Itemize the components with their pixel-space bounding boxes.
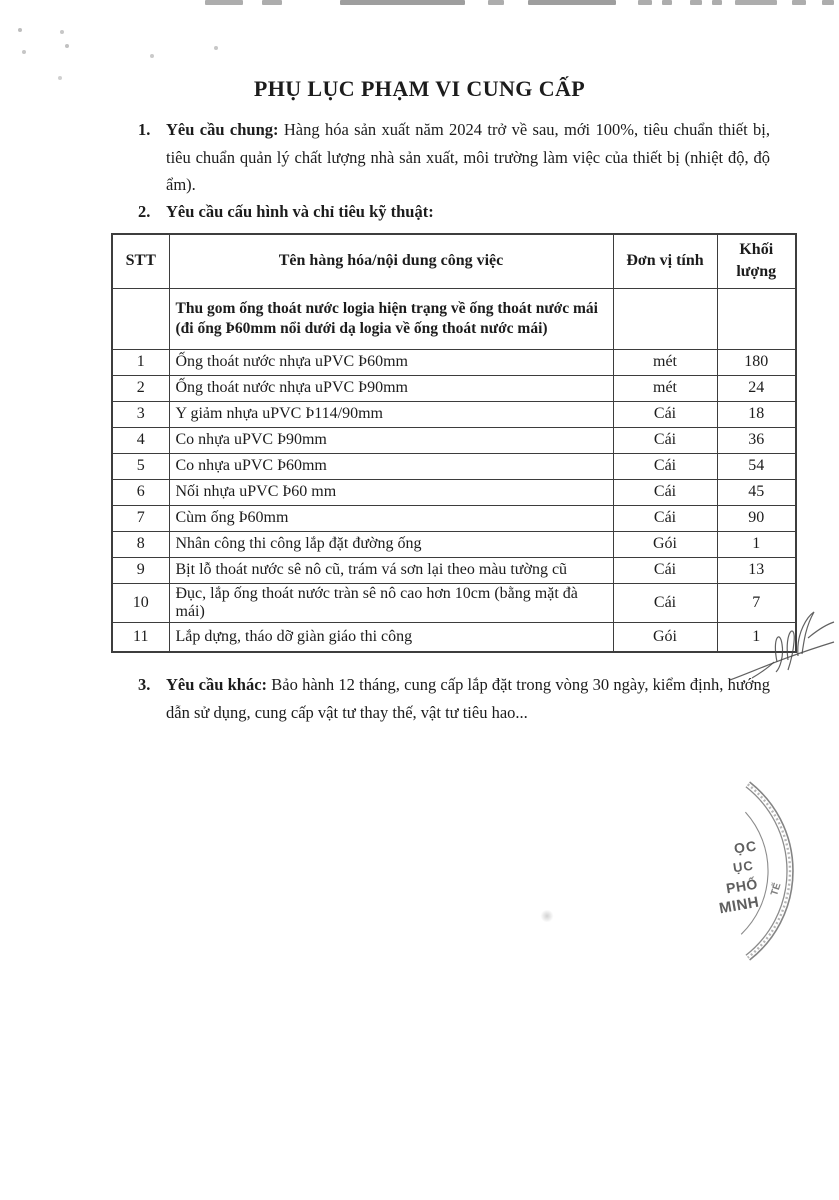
cell-stt: 9 xyxy=(112,557,169,583)
stamp-text-fragment: MINH xyxy=(717,893,761,918)
scan-dash xyxy=(690,0,702,5)
table-group-row xyxy=(112,288,796,349)
cell-unit: mét xyxy=(613,375,717,401)
table-row xyxy=(112,622,796,652)
cell-qty: 24 xyxy=(717,375,796,401)
section-lead: Yêu cầu khác: xyxy=(166,675,268,694)
cell-name: Nối nhựa uPVC Þ60 mm xyxy=(169,479,613,505)
cell-stt: 3 xyxy=(112,401,169,427)
table-row xyxy=(112,479,796,505)
cell-qty xyxy=(717,288,796,349)
section-text: Bảo hành 12 tháng, cung cấp lắp đặt trong vòng 30 ngày, kiểm định, hướng dẫn sử dụng, cung cấp vật tư thay thế, vật tư tiêu hao... xyxy=(166,675,770,722)
cell-name: Bịt lỗ thoát nước sê nô cũ, trám vá sơn lại theo màu tường cũ xyxy=(169,557,613,583)
cell-stt: 7 xyxy=(112,505,169,531)
cell-name: Cùm ống Þ60mm xyxy=(169,505,613,531)
scan-dash xyxy=(792,0,806,5)
cell-unit xyxy=(613,288,717,349)
cell-stt: 10 xyxy=(112,583,169,622)
cell-qty: 36 xyxy=(717,427,796,453)
scan-dash xyxy=(205,0,243,5)
scan-dash xyxy=(822,0,834,5)
cell-qty: 90 xyxy=(717,505,796,531)
section-body xyxy=(166,671,770,726)
scan-dash xyxy=(488,0,504,5)
cell-name: Lắp dựng, tháo dỡ giàn giáo thi công xyxy=(169,622,613,652)
cell-unit: Cái xyxy=(613,505,717,531)
cell-unit: Gói xyxy=(613,622,717,652)
table-row xyxy=(112,505,796,531)
section-other-requirements xyxy=(138,671,770,726)
stamp-rim-text: TẾ xyxy=(769,881,784,898)
stamp-text-fragment: ỤC xyxy=(732,857,755,876)
cell-unit: Cái xyxy=(613,557,717,583)
table-header-row xyxy=(112,234,796,288)
table-row xyxy=(112,401,796,427)
scan-speckles xyxy=(18,28,22,32)
stamp-text-fragment: ỌC xyxy=(732,837,759,857)
cell-qty: 13 xyxy=(717,557,796,583)
section-number: 3. xyxy=(138,675,151,694)
section-body xyxy=(166,116,770,199)
cell-qty: 54 xyxy=(717,453,796,479)
header-stt: STT xyxy=(112,234,169,288)
scan-dash xyxy=(735,0,777,5)
cell-name: Co nhựa uPVC Þ60mm xyxy=(169,453,613,479)
table-row xyxy=(112,453,796,479)
cell-stt xyxy=(112,288,169,349)
cell-unit: Cái xyxy=(613,479,717,505)
header-unit: Đơn vị tính xyxy=(613,234,717,288)
table-row xyxy=(112,531,796,557)
section-number: 1. xyxy=(138,120,151,139)
cell-stt: 8 xyxy=(112,531,169,557)
handwritten-initials-mark xyxy=(722,592,839,692)
page-title: PHỤ LỤC PHẠM VI CUNG CẤP xyxy=(253,76,586,101)
scope-of-supply-table xyxy=(111,233,797,653)
scan-smudge xyxy=(540,910,554,922)
scan-dash xyxy=(662,0,672,5)
section-body xyxy=(166,198,770,226)
scan-artifact-top-band xyxy=(0,0,839,6)
section-number: 2. xyxy=(138,202,151,221)
section-text: Hàng hóa sản xuất năm 2024 trở về sau, mới 100%, tiêu chuẩn thiết bị, tiêu chuẩn quản lý chất lượng nhà sản xuất, môi trường làm việc của thiết bị (nhiệt độ, độ ẩm). xyxy=(166,120,771,194)
scan-dash xyxy=(262,0,282,5)
cell-name: Ống thoát nước nhựa uPVC Þ90mm xyxy=(169,375,613,401)
section-lead: Yêu cầu chung: xyxy=(166,120,279,139)
cell-name: Đục, lắp ống thoát nước tràn sê nô cao hơn 10cm (bằng mặt đà mái) xyxy=(169,583,613,622)
cell-stt: 4 xyxy=(112,427,169,453)
cell-qty: 180 xyxy=(717,349,796,375)
cell-stt: 5 xyxy=(112,453,169,479)
table-row xyxy=(112,583,796,622)
table-row xyxy=(112,349,796,375)
cell-unit: Cái xyxy=(613,427,717,453)
table-row xyxy=(112,427,796,453)
cell-qty: 1 xyxy=(717,531,796,557)
scan-dash xyxy=(712,0,722,5)
cell-name: Y giảm nhựa uPVC Þ114/90mm xyxy=(169,401,613,427)
cell-unit: mét xyxy=(613,349,717,375)
cell-stt: 1 xyxy=(112,349,169,375)
stamp-text-fragment: PHỐ xyxy=(724,875,759,897)
cell-unit: Cái xyxy=(613,453,717,479)
cell-stt: 2 xyxy=(112,375,169,401)
scan-dash xyxy=(340,0,465,5)
cell-qty: 1 xyxy=(717,622,796,652)
cell-unit: Cái xyxy=(613,583,717,622)
cell-name: Nhân công thi công lắp đặt đường ống xyxy=(169,531,613,557)
header-qty: Khối lượng xyxy=(717,234,796,288)
scan-dash xyxy=(528,0,616,5)
cell-qty: 18 xyxy=(717,401,796,427)
cell-stt: 11 xyxy=(112,622,169,652)
header-name: Tên hàng hóa/nội dung công việc xyxy=(169,234,613,288)
cell-name: Thu gom ống thoát nước logia hiện trạng về ống thoát nước mái (đi ống Þ60mm nổi dưới dạ logia về ống thoát nước mái) xyxy=(169,288,613,349)
cell-unit: Gói xyxy=(613,531,717,557)
cell-stt: 6 xyxy=(112,479,169,505)
table-row xyxy=(112,557,796,583)
cell-name: Ống thoát nước nhựa uPVC Þ60mm xyxy=(169,349,613,375)
cell-qty: 45 xyxy=(717,479,796,505)
section-lead: Yêu cầu cấu hình và chỉ tiêu kỹ thuật: xyxy=(166,202,434,221)
cell-name: Co nhựa uPVC Þ90mm xyxy=(169,427,613,453)
section-general-requirements xyxy=(138,116,770,199)
section-configuration-requirements xyxy=(138,198,770,226)
table-row xyxy=(112,375,796,401)
cell-unit: Cái xyxy=(613,401,717,427)
cell-qty: 7 xyxy=(717,583,796,622)
scan-dash xyxy=(638,0,652,5)
